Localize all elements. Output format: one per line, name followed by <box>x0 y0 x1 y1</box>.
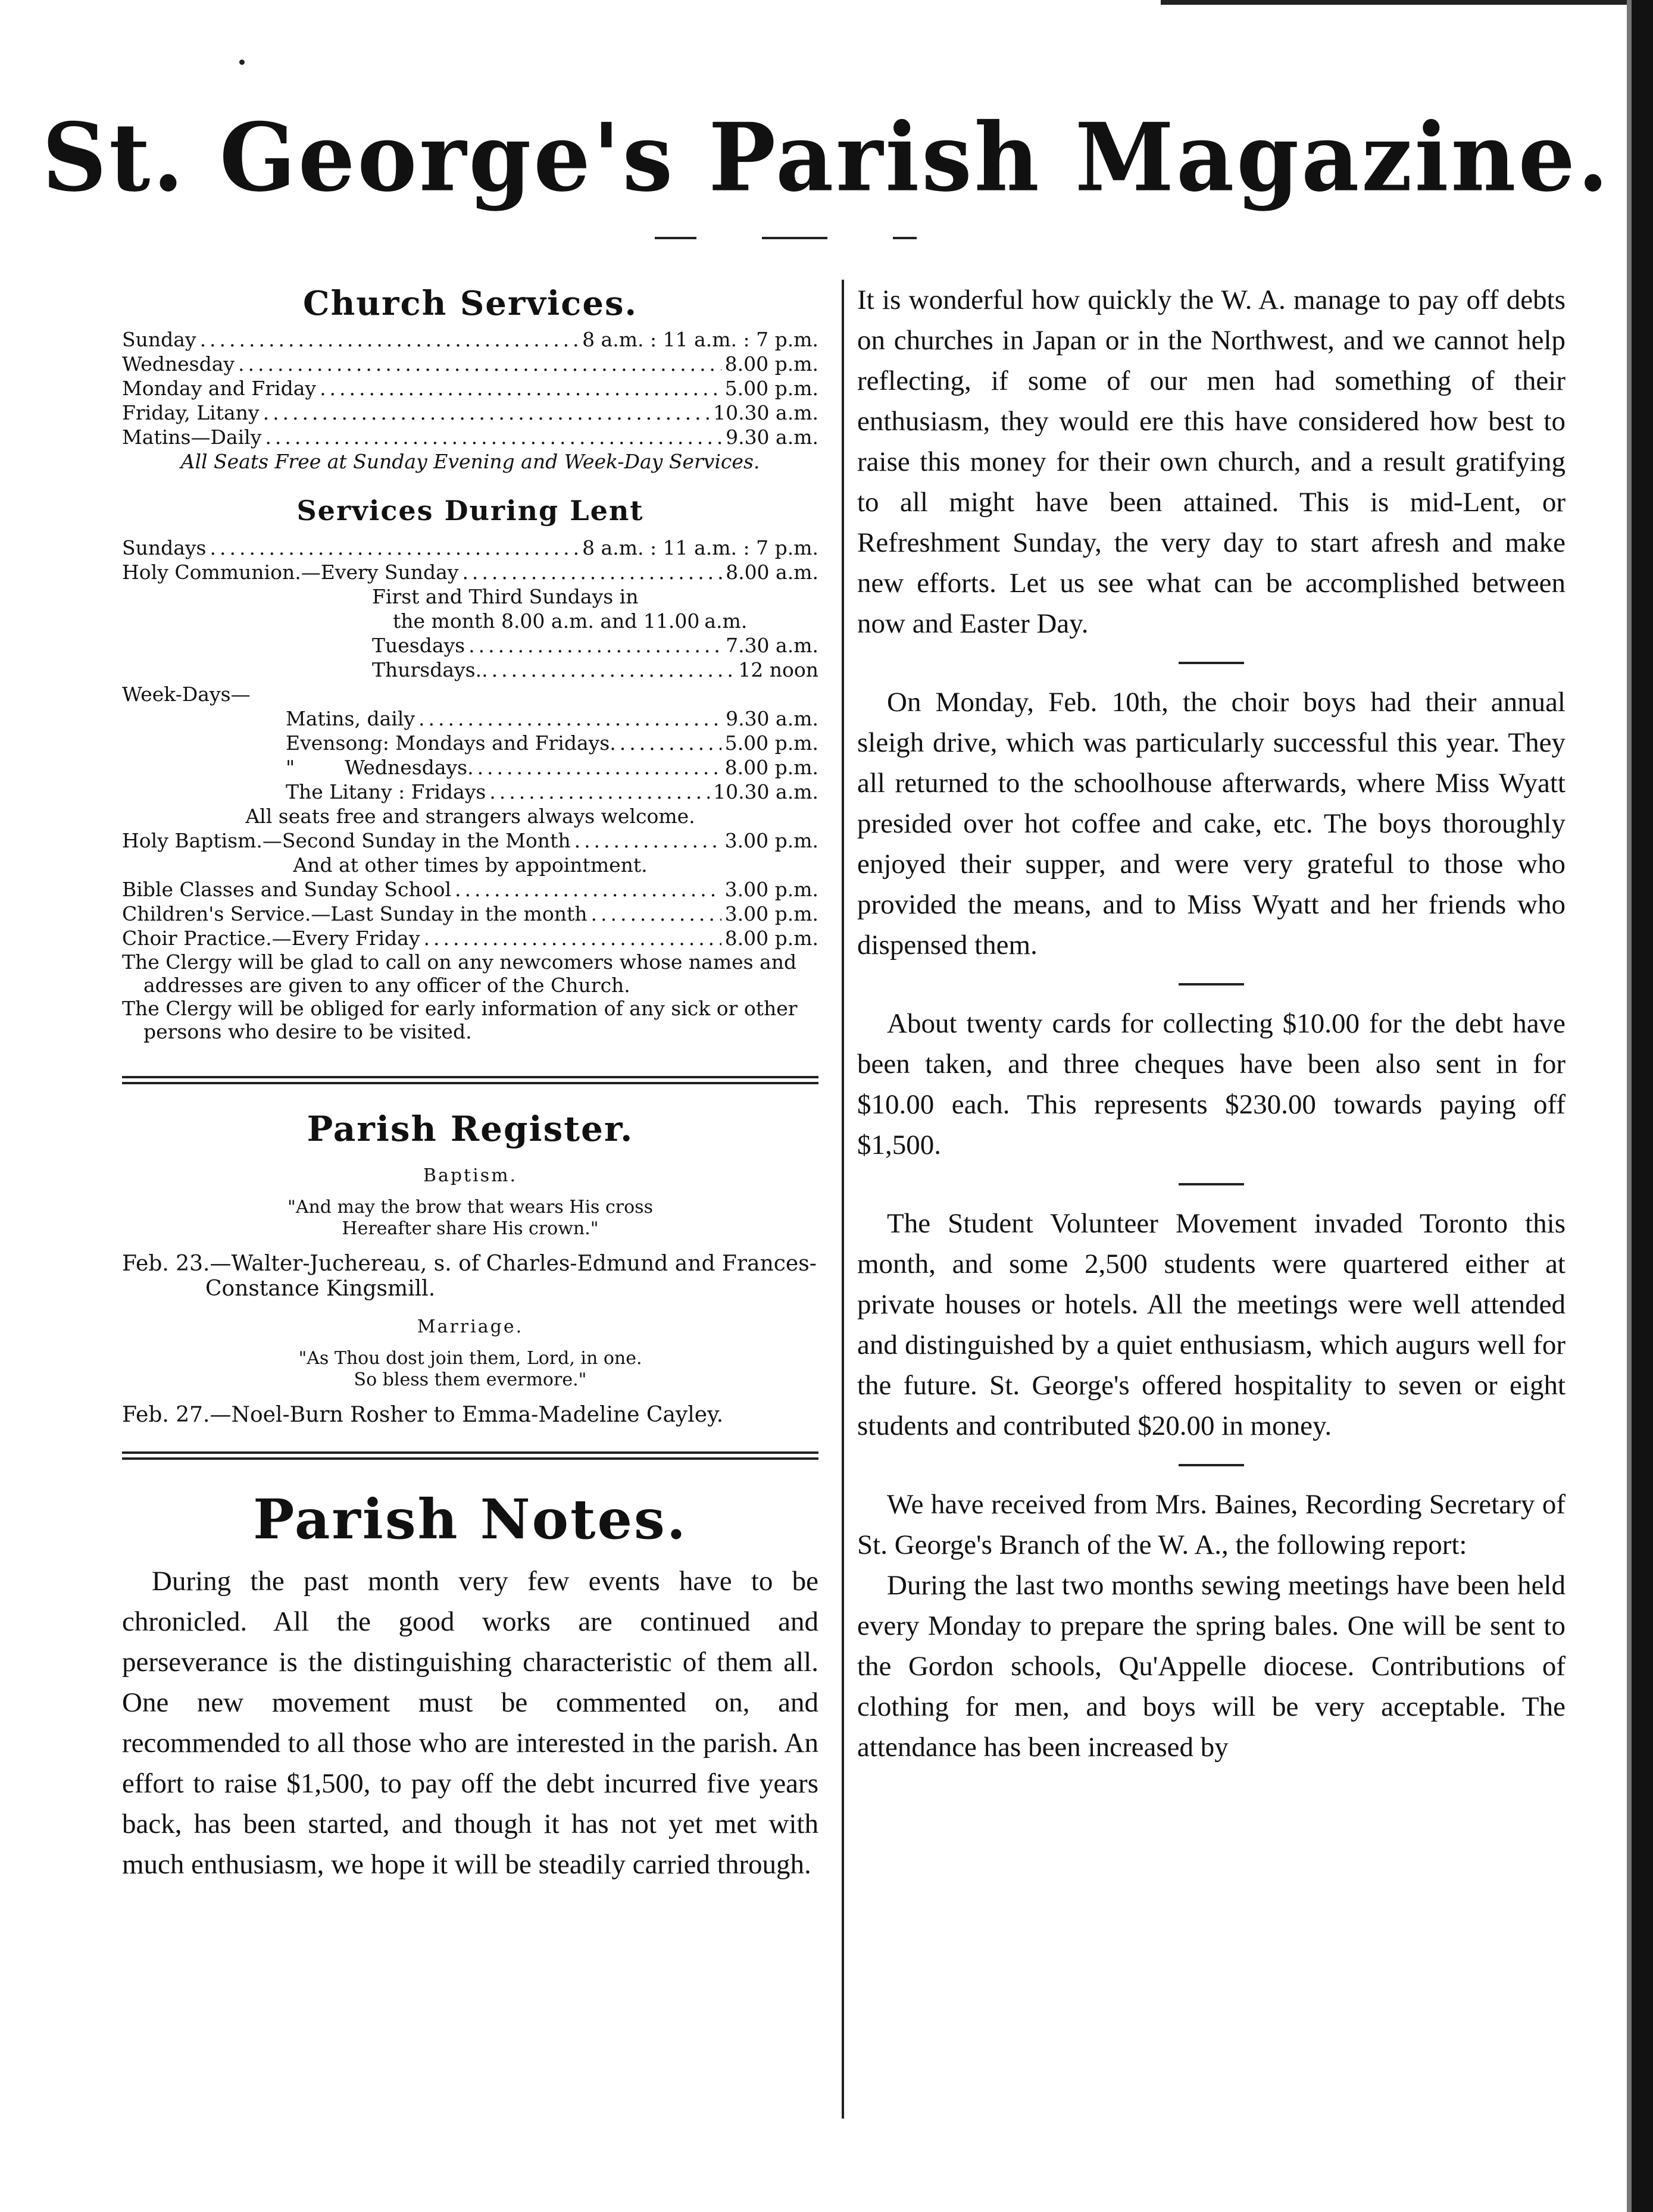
title-rule <box>893 237 917 239</box>
parish-register-heading: Parish Register. <box>307 1109 634 1149</box>
strangers-welcome-note: All seats free and strangers always welcome. <box>245 805 695 828</box>
service-row-matins: Matins—Daily ..... 9.30 a.m. <box>122 425 818 449</box>
service-row-monday-friday: Monday and Friday ..... 5.00 p.m. <box>122 376 818 401</box>
left-column <box>122 280 818 1885</box>
weekday-row-matins: Matins, daily ..... 9.30 a.m. <box>122 706 818 731</box>
baptism-entry: Feb. 23.—Walter-Juchereau, s. of Charles-Edmund and Frances-Constance Kingsmill. <box>122 1252 817 1301</box>
notes-paragraph-report-intro: We have received from Mrs. Baines, Recording Secretary of St. George's Branch of the W. A., the following report: <box>857 1489 1565 1560</box>
row-bible-classes: Bible Classes and Sunday School ..... 3.00 p.m. <box>122 877 818 902</box>
service-row-sunday: Sunday ..... 8 a.m. : 11 a.m. : 7 p.m. <box>122 327 818 352</box>
service-row-wednesday: Wednesday ..... 8.00 p.m. <box>122 352 818 376</box>
row-choir-practice: Choir Practice.—Every Friday ..... 8.00 p.m. <box>122 926 818 950</box>
service-row-friday-litany: Friday, Litany ..... 10.30 a.m. <box>122 401 818 425</box>
section-rule <box>1179 983 1244 985</box>
double-rule <box>122 1451 818 1460</box>
free-seats-note: All Seats Free at Sunday Evening and Week-Day Services. <box>180 450 760 473</box>
notes-paragraph-student-volunteer: The Student Volunteer Movement invaded Toronto this month, and some 2,500 students were quartered either at private houses or hotels. All the meetings were well attended and distinguished by a quiet enthusiasm, which augurs well for the future. St. George's offered hospitality to seven or eight students and contributed $20.00 in money. <box>857 1208 1565 1441</box>
page-edge-shadow <box>1627 0 1632 2212</box>
double-rule <box>122 1076 818 1084</box>
row-childrens-service: Children's Service.—Last Sunday in the month ..... 3.00 p.m. <box>122 902 818 926</box>
weekday-row-evensong-wed: " Wednesdays. ..... 8.00 p.m. <box>122 755 818 780</box>
column-divider <box>842 280 844 2119</box>
ink-speck <box>239 60 245 65</box>
lent-row-thursdays: Thursdays.. ..... 12 noon <box>122 658 818 682</box>
marriage-quote-line2: So bless them evermore." <box>354 1369 587 1390</box>
baptism-label: Baptism. <box>423 1165 518 1186</box>
section-rule <box>1179 1183 1244 1185</box>
baptism-quote-line1: "And may the brow that wears His cross <box>288 1197 653 1218</box>
magazine-title: St. George's Parish Magazine. <box>42 102 1611 213</box>
weekdays-label: Week-Days— <box>122 683 251 706</box>
page-edge <box>1632 0 1653 2212</box>
notes-paragraph-cards: About twenty cards for collecting $10.00 for the debt have been taken, and three cheques have been also sent in for $10.00 each. This represents $230.00 towards paying off $1,500. <box>857 1008 1565 1160</box>
marriage-label: Marriage. <box>417 1316 524 1337</box>
notes-paragraph-1: During the past month very few events have to be chronicled. All the good works are continued and perseverance is the distinguishing characteristic of them all. One new movement must be commented on, and recommended to all those who are interested in the parish. An effort to raise $1,500, to pay off the debt incurred five years back, has been started, and though it has not yet met with much enthusiasm, we hope it will be steadily carried through. <box>122 1566 818 1880</box>
notes-paragraph-wa: It is wonderful how quickly the W. A. manage to pay off debts on churches in Japan or in the Northwest, and we cannot help reflecting, if some of our men had something of their enthusiasm, they would ere this have considered how best to raise this money for their own church, and a result gratifying to all might have been attained. This is mid-Lent, or Refreshment Sunday, the very day to start afresh and make new efforts. Let us see what can be accomplished between now and Easter Day. <box>857 284 1565 639</box>
parish-notes-heading: Parish Notes. <box>253 1487 688 1551</box>
baptism-appointment: And at other times by appointment. <box>293 853 648 877</box>
section-rule <box>1179 662 1244 664</box>
clergy-note-newcomers: The Clergy will be glad to call on any newcomers whose names and addresses are given to any officer of the Church. <box>122 950 797 997</box>
right-column <box>857 280 1565 1767</box>
top-border-rule <box>1161 0 1631 5</box>
church-services-heading: Church Services. <box>303 284 638 323</box>
marriage-quote-line1: "As Thou dost join them, Lord, in one. <box>298 1348 642 1369</box>
lent-hc-line2: First and Third Sundays in <box>372 585 639 608</box>
marriage-quote <box>122 1348 818 1391</box>
weekday-row-evensong: Evensong: Mondays and Fridays. ..... 5.00 p.m. <box>122 731 818 755</box>
notes-paragraph-sewing: During the last two months sewing meetings have been held every Monday to prepare the spring bales. One will be sent to the Gordon schools, Qu'Appelle diocese. Contributions of clothing for men, and boys will be very acceptable. The attendance has been increased by <box>857 1570 1565 1763</box>
section-rule <box>1179 1464 1244 1466</box>
baptism-quote-line2: Hereafter share His crown." <box>342 1218 599 1239</box>
lent-heading: Services During Lent <box>296 495 644 527</box>
lent-row-tuesdays: Tuesdays ..... 7.30 a.m. <box>122 633 818 658</box>
title-rule <box>762 237 827 239</box>
title-rule <box>655 237 696 239</box>
notes-paragraph-choir: On Monday, Feb. 10th, the choir boys had their annual sleigh drive, which was particularly successful this year. They all returned to the schoolhouse afterwards, where Miss Wyatt presided over hot coffee and cake, etc. The boys thoroughly enjoyed their supper, and were very grateful to those who provided the means, and to Miss Wyatt and her friends who dispensed them. <box>857 687 1565 960</box>
lent-row-sundays: Sundays ..... 8 a.m. : 11 a.m. : 7 p.m. <box>122 536 818 560</box>
marriage-entry: Feb. 27.—Noel-Burn Rosher to Emma-Madeline Cayley. <box>122 1403 724 1427</box>
row-holy-baptism: Holy Baptism.—Second Sunday in the Month ..... 3.00 p.m. <box>122 828 818 853</box>
lent-hc-line3: the month 8.00 a.m. and 11.00 a.m. <box>393 609 748 633</box>
baptism-quote <box>122 1197 818 1240</box>
lent-row-holy-communion: Holy Communion.—Every Sunday ..... 8.00 a.m. <box>122 560 818 584</box>
clergy-note-sick: The Clergy will be obliged for early information of any sick or other persons who desire to be visited. <box>122 997 798 1043</box>
weekday-row-litany: The Litany : Fridays ..... 10.30 a.m. <box>122 780 818 804</box>
